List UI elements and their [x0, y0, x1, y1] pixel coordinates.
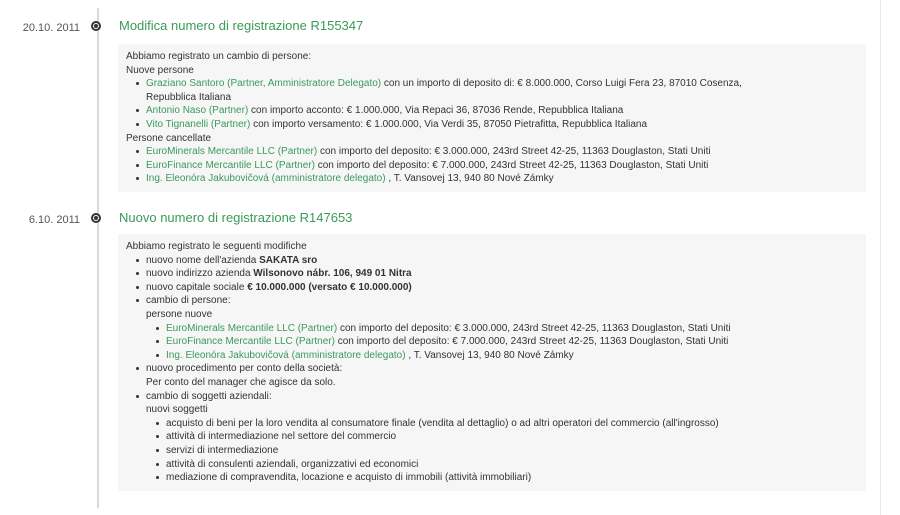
person-link[interactable]: Ing. Eleonóra Jakubovičová (amministratore delegato) [146, 173, 386, 185]
list-item [140, 104, 858, 118]
new-persons-label: Nuove persone [126, 64, 194, 76]
procedure-text: Per conto del manager che agisce da solo. [146, 376, 336, 388]
list-item [140, 77, 858, 104]
list-item: acquisto di beni per la loro vendita al consumatore finale (vendita al dettaglio) o ad altri operatori del commercio (all'ingrosso) [160, 417, 858, 431]
person-link[interactable]: EuroMinerals Mercantile LLC (Partner) [146, 146, 318, 158]
change-prefix: nuovo nome dell'azienda [146, 254, 260, 266]
person-link[interactable]: Graziano Santoro (Partner, Amministratore Delegato) [146, 78, 382, 90]
list-item: attività di intermediazione nel settore del commercio [160, 430, 858, 444]
list-item [160, 349, 858, 363]
person-details: , T. Vansovej 13, 940 80 Nové Zámky [385, 173, 554, 185]
removed-persons-label: Persone cancellate [126, 132, 212, 144]
change-prefix: nuovo capitale sociale [146, 281, 248, 293]
subjects-label: cambio di soggetti aziendali: [146, 390, 272, 402]
new-persons-list [126, 77, 858, 131]
person-link[interactable]: EuroMinerals Mercantile LLC (Partner) [166, 322, 338, 334]
entry-intro: Abbiamo registrato le seguenti modifiche [126, 241, 307, 252]
list-item [160, 322, 858, 336]
list-item [140, 390, 858, 485]
list-item [140, 294, 858, 362]
entry-date: 20.10. 2011 [22, 22, 80, 34]
person-change-sublabel: persone nuove [146, 308, 213, 320]
list-item [140, 159, 858, 173]
entry-intro: Abbiamo registrato un cambio di persone: [126, 51, 312, 62]
change-prefix: nuovo indirizzo azienda [146, 268, 254, 280]
entry-title[interactable]: Modifica numero di registrazione R155347 [119, 18, 364, 33]
timeline-line [97, 8, 99, 508]
entry-title[interactable]: Nuovo numero di registrazione R147653 [119, 210, 353, 225]
person-details: , T. Vansovej 13, 940 80 Nové Zámky [405, 349, 574, 361]
list-item [160, 335, 858, 349]
content-border [880, 0, 881, 515]
person-details: con importo del deposito: € 7.000.000, 243rd Street 42-25, 11363 Douglaston, Stati Uniti [334, 336, 729, 348]
removed-persons-list [126, 145, 858, 186]
timeline-dot-icon [91, 21, 101, 31]
person-details: con un importo di deposito di: € 8.000.000, Corso Luigi Fera 23, 87010 Cosenza, [381, 78, 742, 90]
list-item [140, 362, 858, 389]
share-capital-value: € 10.000.000 (versato € 10.000.000) [247, 281, 412, 293]
person-details: con importo del deposito: € 3.000.000, 243rd Street 42-25, 11363 Douglaston, Stati Uniti [317, 146, 711, 158]
entry-details [118, 44, 866, 192]
list-item: attività di consulenti aziendali, organizzativi ed economici [160, 458, 858, 472]
procedure-label: nuovo procedimento per conto della società: [146, 363, 343, 375]
list-item [140, 267, 858, 281]
person-details: con importo del deposito: € 7.000.000, 243rd Street 42-25, 11363 Douglaston, Stati Uniti [314, 159, 709, 171]
list-item: mediazione di compravendita, locazione e acquisto di immobili (attività immobiliari) [160, 471, 858, 485]
subjects-sublabel: nuovi soggetti [146, 404, 208, 416]
company-address-value: Wilsonovo nábr. 106, 949 01 Nitra [253, 268, 412, 280]
changes-list [126, 254, 858, 485]
list-item [140, 281, 858, 295]
person-details: con importo versamento: € 1.000.000, Via Verdi 35, 87050 Pietrafitta, Repubblica Italiana [250, 118, 648, 130]
business-subjects-list [146, 417, 858, 485]
person-link[interactable]: EuroFinance Mercantile LLC (Partner) [146, 159, 315, 171]
list-item [140, 145, 858, 159]
timeline-dot-icon [91, 213, 101, 223]
person-details: con importo acconto: € 1.000.000, Via Repaci 36, 87036 Rende, Repubblica Italiana [248, 105, 624, 117]
person-change-label: cambio di persone: [146, 295, 231, 307]
list-item [140, 172, 858, 186]
new-persons-list [146, 322, 858, 363]
list-item [140, 254, 858, 268]
list-item [140, 118, 858, 132]
person-link[interactable]: EuroFinance Mercantile LLC (Partner) [166, 336, 335, 348]
entry-details [118, 234, 866, 491]
person-link[interactable]: Ing. Eleonóra Jakubovičová (amministratore delegato) [166, 349, 406, 361]
person-link[interactable]: Antonio Naso (Partner) [146, 105, 249, 117]
list-item: servizi di intermediazione [160, 444, 858, 458]
person-details: con importo del deposito: € 3.000.000, 243rd Street 42-25, 11363 Douglaston, Stati Uniti [337, 322, 731, 334]
person-link[interactable]: Vito Tignanelli (Partner) [146, 118, 251, 130]
company-name-value: SAKATA sro [259, 254, 318, 266]
person-details-continued: Repubblica Italiana [146, 91, 232, 103]
entry-date: 6.10. 2011 [28, 214, 80, 226]
